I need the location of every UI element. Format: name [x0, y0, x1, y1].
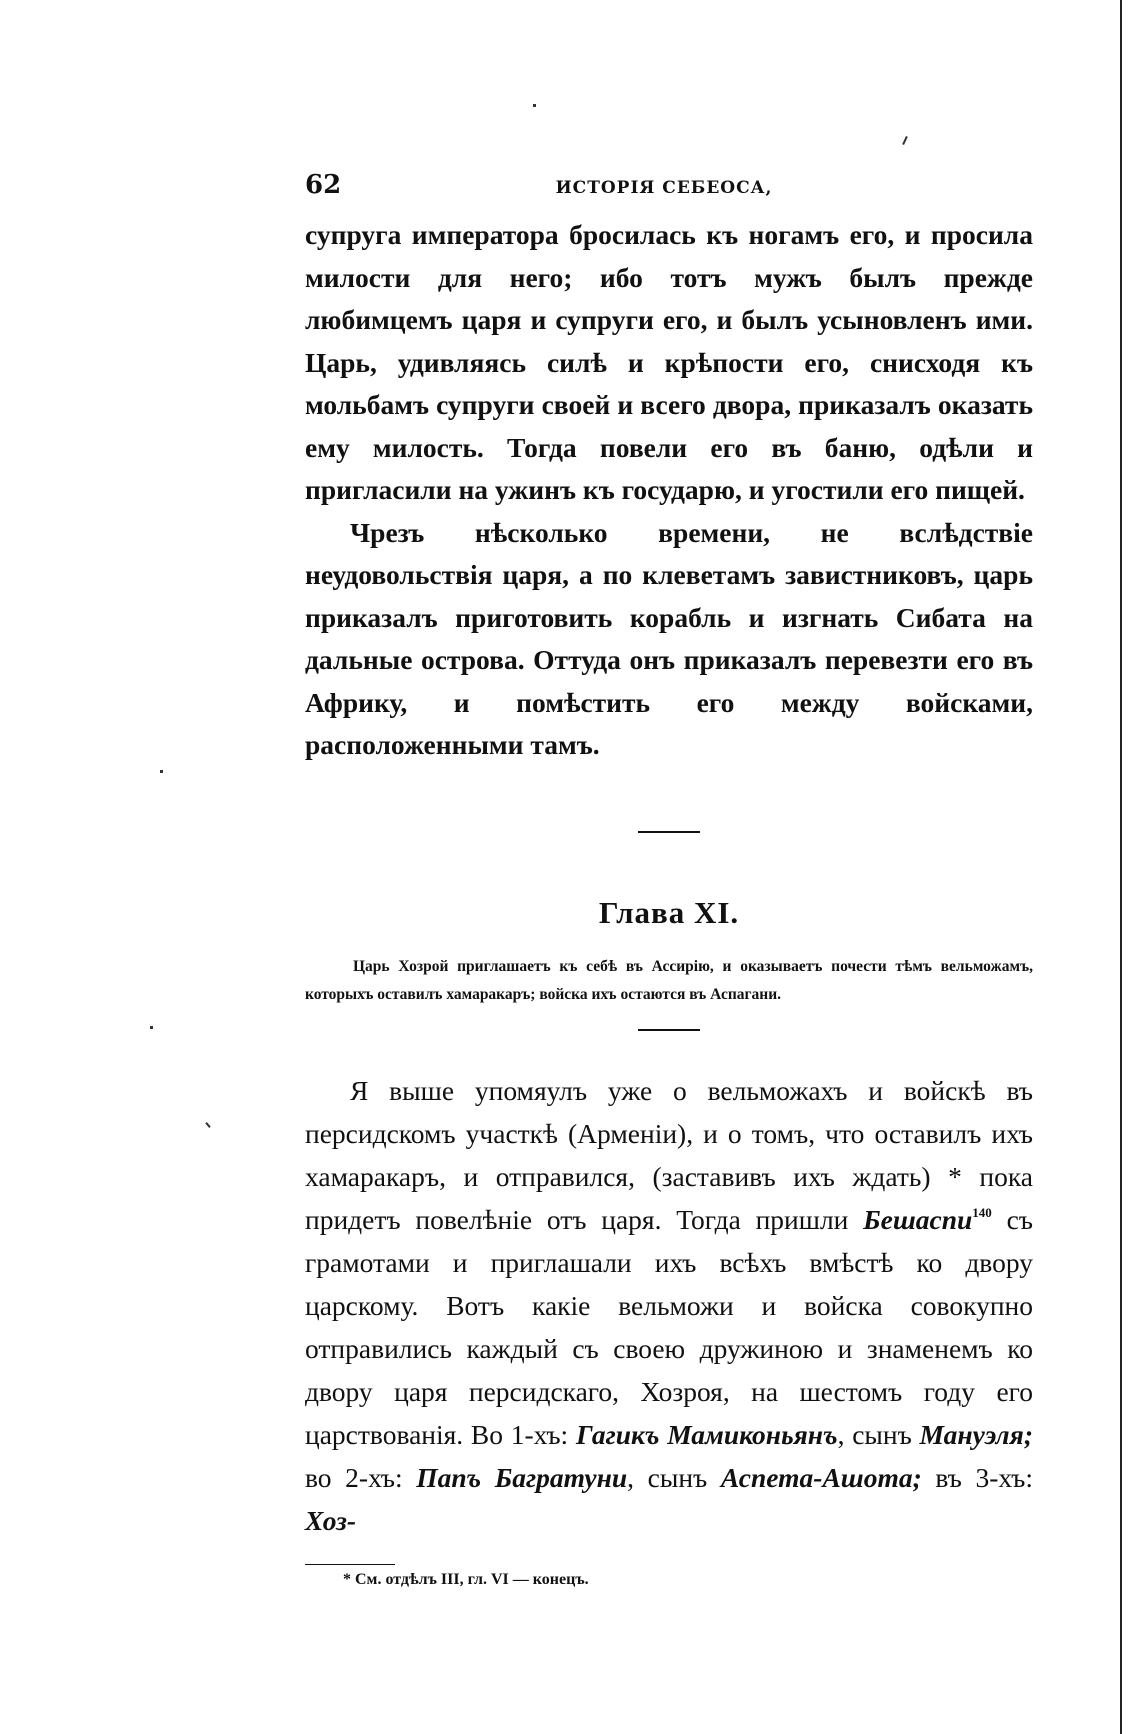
person-name-beshaspi: Бешаспи [863, 1203, 973, 1235]
page-edge-line [1120, 0, 1122, 1734]
second-paragraph: Чрезъ нѣсколько времени, не вслѣдствіе неудовольствія царя, а по клеветамъ завистниковъ, царь приказалъ приготовить корабль и изгнать Сибата на дальные острова. Оттуда онъ приказалъ перевезти его въ Африку, и помѣстить его между войсками, расположенными тамъ. [305, 516, 1033, 760]
person-name: Хоз- [305, 1504, 357, 1536]
print-speck [150, 1026, 153, 1029]
summary-divider [638, 1029, 700, 1031]
print-speck [533, 104, 536, 107]
chapter-body-paragraph [305, 1069, 1033, 1542]
chapter-summary: Царь Хозрой приглашаетъ къ себѣ въ Ассирію, и оказываетъ почести тѣмъ вельможамъ, которыхъ оставилъ хамаракаръ; войска ихъ остаются въ Аспагани. [305, 957, 1033, 1003]
body-text-part: съ грамотами и приглашали ихъ всѣхъ вмѣстѣ ко двору царскому. Вотъ какіе вельможи и войска совокупно отправились каждый съ своею дружиною и знаменемъ ко двору царя персидскаго, Хозроя, на шестомъ году его царствованія. Во 1-хъ: [305, 1203, 1033, 1450]
book-page [305, 170, 1033, 1589]
note-reference: 140 [972, 1204, 992, 1220]
continued-paragraph: супруга императора бросилась къ ногамъ его, и просила милости для него; ибо тотъ мужъ былъ прежде любимцемъ царя и супруги его, и былъ усыновленъ ими. Царь, удивляясь силѣ и крѣпости его, снисходя къ мольбамъ супруги своей и всего двора, приказалъ оказать ему милость. Тогда повели его въ баню, одѣли и пригласили на ужинъ къ государю, и угостили его пищей. [305, 219, 1033, 505]
person-name: Папъ Багратуни [416, 1461, 628, 1493]
footnote-rule [305, 1564, 395, 1565]
body-text-part: во 2-хъ: [305, 1461, 417, 1493]
body-text-part: , сынъ [837, 1418, 920, 1450]
running-title: ИСТОРІЯ СЕБЕОСА, [555, 178, 773, 198]
body-text-part: , сынъ [627, 1461, 721, 1493]
body-text-part: Я выше упомяулъ уже о вельможахъ и войскѣ въ персидскомъ участкѣ (Арменіи), и о томъ, что оставилъ ихъ хамаракаръ, и отправился, (заставивъ ихъ ждать) * пока придетъ повелѣніе отъ царя. Тогда пришли [305, 1074, 1033, 1235]
section-divider [638, 831, 700, 833]
person-name: Мануэля; [919, 1418, 1033, 1450]
body-text-part: въ 3-хъ: [921, 1461, 1033, 1493]
print-speck [902, 136, 908, 145]
person-name: Аспета-Ашота; [720, 1461, 922, 1493]
print-speck [205, 1122, 210, 1128]
chapter-title: Глава XI. [598, 894, 740, 930]
page-header [305, 170, 1033, 214]
page-number: 62 [305, 170, 342, 200]
footnote: * См. отдѣлъ III, гл. VI — конецъ. [343, 1570, 589, 1588]
person-name: Гагикъ Мамиконьянъ [575, 1418, 838, 1450]
print-speck [160, 770, 163, 773]
